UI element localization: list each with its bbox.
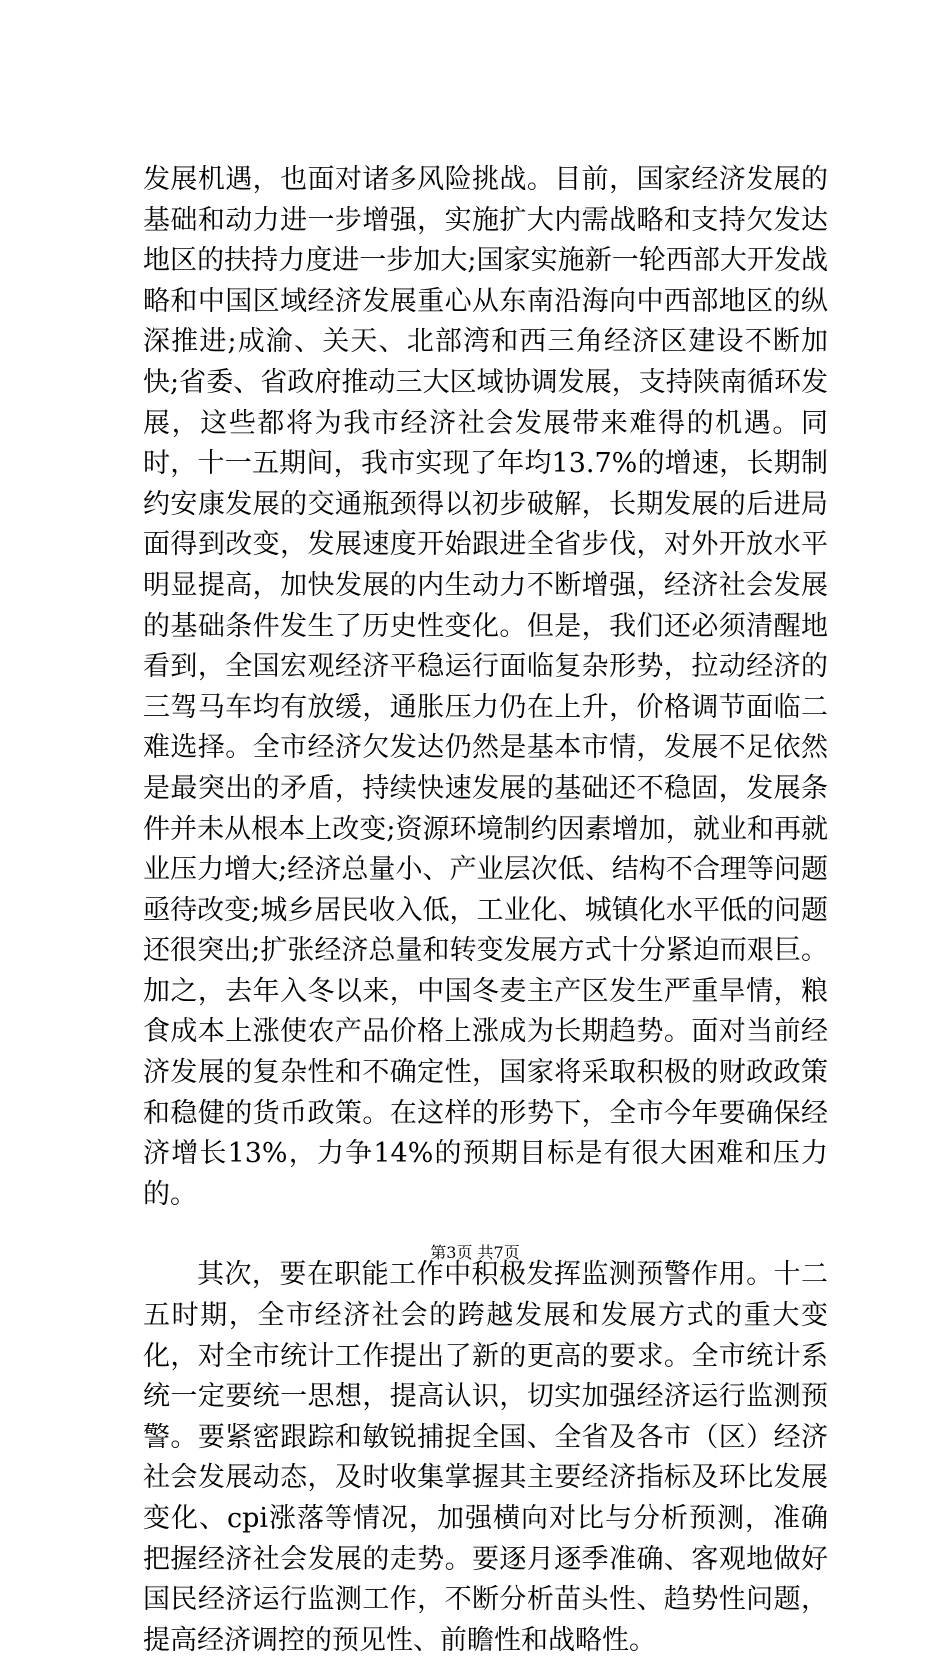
page-number-footer: 第3页 共7页 [430,1243,520,1262]
paragraph-second: 其次，要在职能工作中积极发挥监测预警作用。十二五时期，全市经济社会的跨越发展和发展方式的重大变化，对全市统计工作提出了新的更高的要求。全市统计系统一定要统一思想，提高认识，切实加强经济运行监测预警。要紧密跟踪和敏锐捕捉全国、全省及各市（区）经济社会发展动态，及时收集掌握其主要经济指标及环比发展变化、cpi涨落等情况，加强横向对比与分析预测，准确把握经济社会发展的走势。要逐月逐季准确、客观地做好国民经济运行监测工作，不断分析苗头性、趋势性问题，提高经济调控的预见性、前瞻性和战略性。 [143,1259,828,1656]
paragraph-continued: 发展机遇，也面对诸多风险挑战。目前，国家经济发展的基础和动力进一步增强，实施扩大内需战略和支持欠发达地区的扶持力度进一步加大;国家实施新一轮西部大开发战略和中国区域经济发展重心从东南沿海向中西部地区的纵深推进;成渝、关天、北部湾和西三角经济区建设不断加快;省委、省政府推动三大区域协调发展，支持陕南循环发展，这些都将为我市经济社会发展带来难得的机遇。同时，十一五期间，我市实现了年均13.7%的增速，长期制约安康发展的交通瓶颈得以初步破解，长期发展的后进局面得到改变，发展速度开始跟进全省步伐，对外开放水平明显提高，加快发展的内生动力不断增强，经济社会发展的基础条件发生了历史性变化。但是，我们还必须清醒地看到，全国宏观经济平稳运行面临复杂形势，拉动经济的三驾马车均有放缓，通胀压力仍在上升，价格调节面临二难选择。全市经济欠发达仍然是基本市情，发展不足依然是最突出的矛盾，持续快速发展的基础还不稳固，发展条件并未从根本上改变;资源环境制约因素增加，就业和再就业压力增大;经济总量小、产业层次低、结构不合理等问题亟待改变;城乡居民收入低，工业化、城镇化水平低的问题还很突出;扩张经济总量和转变发展方式十分紧迫而艰巨。加之，去年入冬以来，中国冬麦主产区发生严重旱情，粮食成本上涨使农产品价格上涨成为长期趋势。面对当前经济发展的复杂性和不确定性，国家将采取积极的财政政策和稳健的货币政策。在这样的形势下，全市今年要确保经济增长13%，力争14%的预期目标是有很大困难和压力的。 [143,164,828,1210]
document-body [143,160,828,1661]
